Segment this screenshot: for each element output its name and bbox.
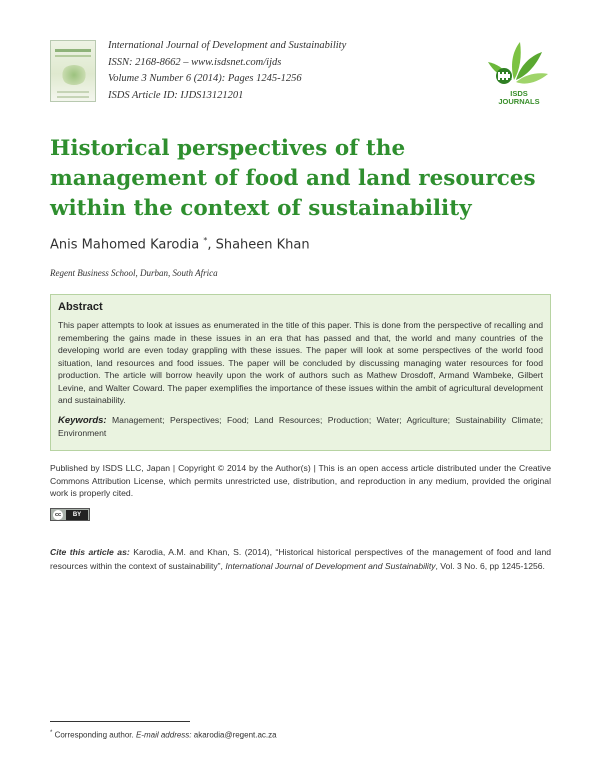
journal-cover-image (50, 40, 96, 102)
abstract-text: This paper attempts to look at issues as enumerated in the title of this paper. This is done from the perspective of recalling and remembering the gains made in these issues in an era that has passed and that, the world and many countries of the developing world are even today grappling with these issues. The paper will look at some perspectives of the world food situation, land resources and food issues. The paper will be concluded by discussing managing water resources for food production. The article will borrow heavily upon the work of authors such as Mathew Drosdoff, Armand Wambeke, Gilbert Levine, and Walter Coward. The paper exemplifies the importance of these issues within the ambit of agricultural development and sustainability. (58, 320, 543, 405)
keywords-paragraph (58, 414, 543, 440)
logo-text-bottom: JOURNALS (498, 97, 540, 106)
article-id-line: ISDS Article ID: IJDS13121201 (108, 89, 244, 101)
author-line (50, 236, 310, 252)
journal-metadata (108, 38, 346, 104)
other-authors: , Shaheen Khan (207, 237, 310, 253)
citation (50, 546, 551, 573)
keywords-label: Keywords: (58, 414, 107, 426)
cc-icon: cc (54, 512, 62, 518)
cc-by-license-badge[interactable] (50, 508, 90, 521)
issn-line: ISSN: 2168-8662 – www.isdsnet.com/ijds (108, 56, 282, 68)
citation-journal: International Journal of Development and Sustainability (225, 560, 436, 571)
footnote-rule (50, 721, 190, 722)
corresponding-mark: * (203, 236, 208, 245)
abstract-heading: Abstract (58, 301, 103, 313)
citation-text-after: , Vol. 3 No. 6, pp 1245-1256. (435, 560, 545, 571)
citation-text-before: Karodia, A.M. and Khan, S. (2014), “Historical historical perspectives of the management of food and land resources within the context of sustainability”, (50, 547, 552, 571)
journal-name: International Journal of Development and Sustainability (108, 40, 347, 51)
footnote-mark: * (50, 730, 53, 736)
first-author: Anis Mahomed Karodia (50, 237, 200, 253)
footnote-text: Corresponding author. (52, 730, 136, 740)
paper-title: Historical perspectives of the management of food and land resources within the context of sustainability (50, 136, 536, 221)
publisher-notice: Published by ISDS LLC, Japan | Copyright © 2014 by the Author(s) | This is an open access article distributed under the Creative Commons Attribution License, which permits unrestricted use, distribution, and reproduction in any medium, provided the original work is properly cited. (50, 463, 551, 498)
footnote (50, 730, 277, 740)
citation-label: Cite this article as: (50, 547, 130, 557)
affiliation: Regent Business School, Durban, South Africa (50, 268, 218, 278)
keywords-text: Management; Perspectives; Food; Land Resources; Production; Water; Agriculture; Sustainability Climate; Environment (58, 414, 544, 438)
abstract-box (50, 294, 551, 451)
volume-line: Volume 3 Number 6 (2014): Pages 1245-1256 (108, 73, 302, 84)
isds-logo-text (484, 90, 554, 106)
logo-text-top: ISDS (510, 89, 528, 98)
email-label: E-mail address: (135, 730, 192, 740)
by-label: BY (66, 510, 88, 520)
email-address[interactable]: akarodia@regent.ac.za (191, 730, 277, 740)
